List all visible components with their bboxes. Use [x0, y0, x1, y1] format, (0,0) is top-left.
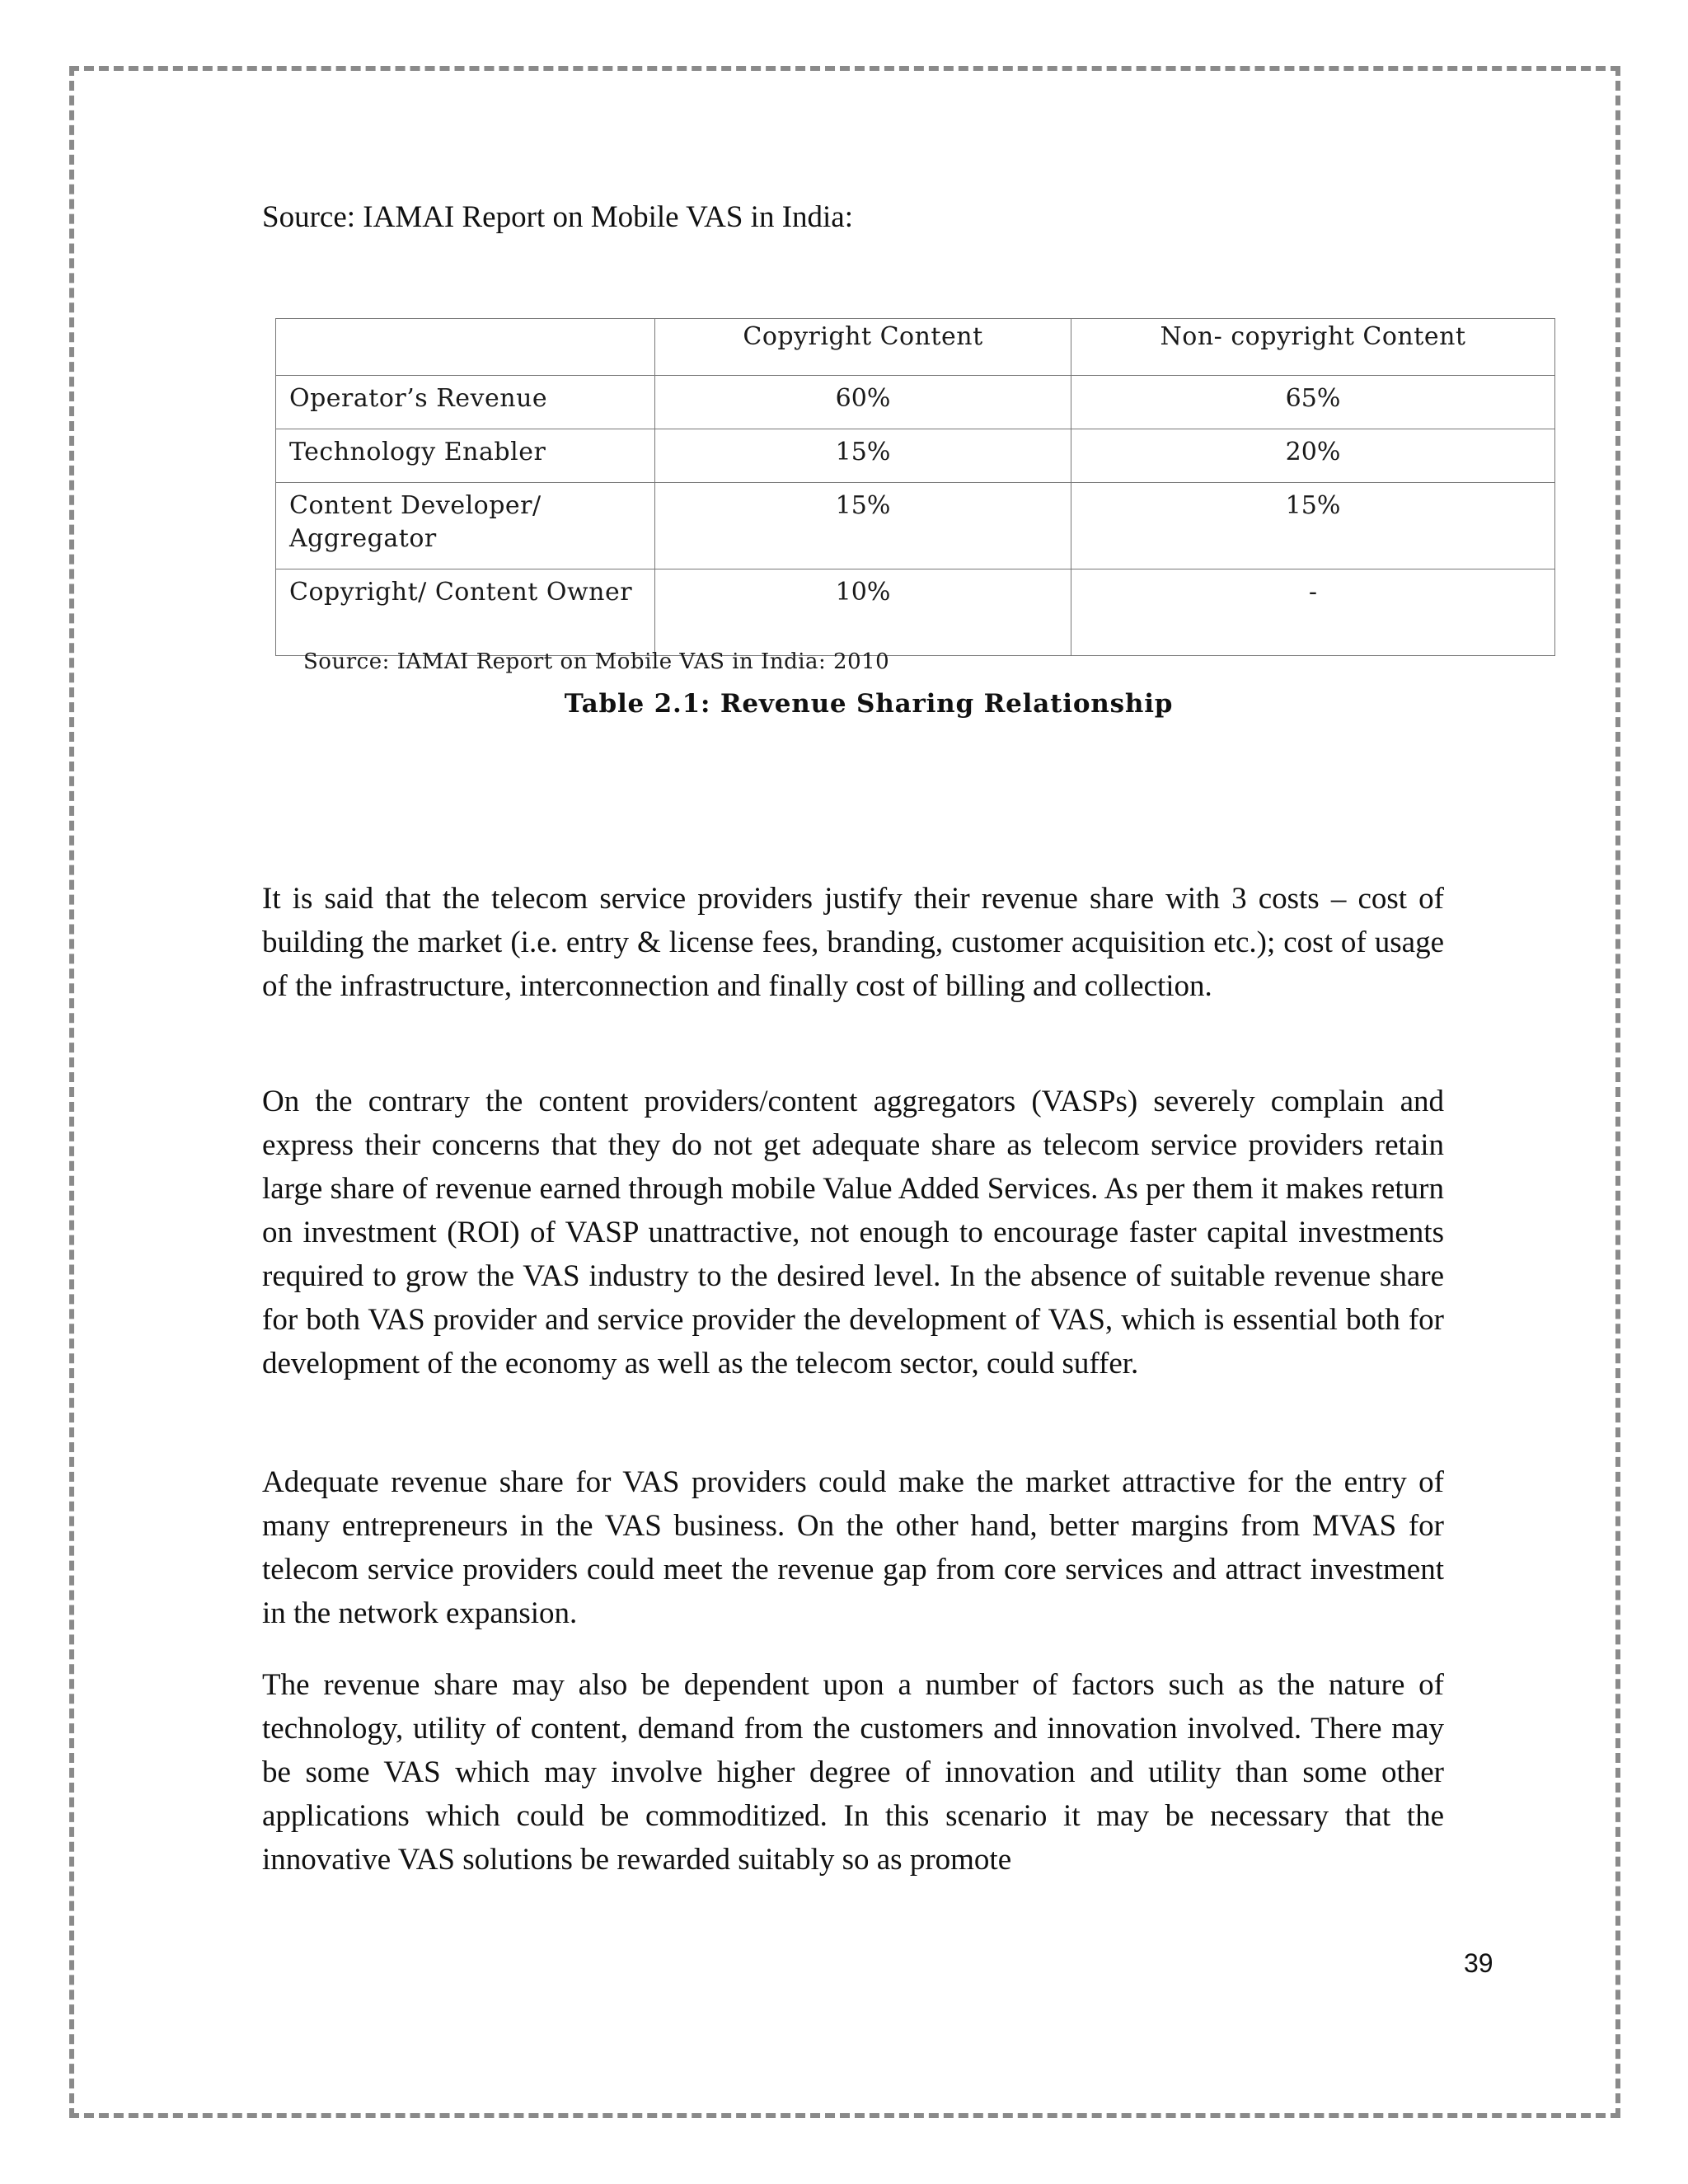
row-label: Content Developer/ Aggregator [276, 483, 655, 569]
source-note: Source: IAMAI Report on Mobile VAS in India: [262, 200, 854, 234]
paragraph: On the contrary the content providers/content aggregators (VASPs) severely complain and express their concerns that they do not get adequate share as telecom service providers retain large share of revenue earned through mobile Value Added Services. As per them it makes return on investment (ROI) of VASP unattractive, not enough to encourage faster capital investments required to grow the VAS industry to the desired level. In the absence of suitable revenue share for both VAS provider and service provider the development of VAS, which is essential both for development of the economy as well as the telecom sector, could suffer. [262, 1085, 1444, 1380]
non-copyright-value: - [1071, 569, 1555, 656]
table-header-copyright: Copyright Content [655, 319, 1071, 376]
row-label: Copyright/ Content Owner [276, 569, 655, 656]
copyright-value: 15% [655, 429, 1071, 483]
non-copyright-value: 65% [1071, 376, 1555, 429]
non-copyright-value: 20% [1071, 429, 1555, 483]
table-header-row [276, 319, 1555, 376]
table-header-empty [276, 319, 655, 376]
table-caption: Table 2.1: Revenue Sharing Relationship [564, 689, 1174, 719]
paragraph: It is said that the telecom service providers justify their revenue share with 3 costs – cost of building the market (i.e. entry & license fees, branding, customer acquisition etc.); cost of usage of the infrastructure, interconnection and finally cost of billing and collection. [262, 882, 1444, 1003]
copyright-value: 10% [655, 569, 1071, 656]
table-row [276, 429, 1555, 483]
copyright-value: 60% [655, 376, 1071, 429]
non-copyright-value: 15% [1071, 483, 1555, 569]
table-row [276, 376, 1555, 429]
table-source-note: Source: IAMAI Report on Mobile VAS in India: 2010 [303, 649, 890, 674]
paragraph: The revenue share may also be dependent upon a number of factors such as the nature of technology, utility of content, demand from the customers and innovation involved. There may be some VAS which may involve higher degree of innovation and utility than some other applications which could be commoditized. In this scenario it may be necessary that the innovative VAS solutions be rewarded suitably so as promote [262, 1668, 1444, 1877]
page-number: 39 [1464, 1948, 1493, 1978]
table-row [276, 483, 1555, 569]
revenue-sharing-table [275, 318, 1555, 656]
copyright-value: 15% [655, 483, 1071, 569]
row-label: Operator’s Revenue [276, 376, 655, 429]
row-label: Technology Enabler [276, 429, 655, 483]
table-header-non-copyright: Non- copyright Content [1071, 319, 1555, 376]
paragraph: Adequate revenue share for VAS providers could make the market attractive for the entry of many entrepreneurs in the VAS business. On the other hand, better margins from MVAS for telecom service providers could meet the revenue gap from core services and attract investment in the network expansion. [262, 1465, 1444, 1630]
table-row [276, 569, 1555, 656]
